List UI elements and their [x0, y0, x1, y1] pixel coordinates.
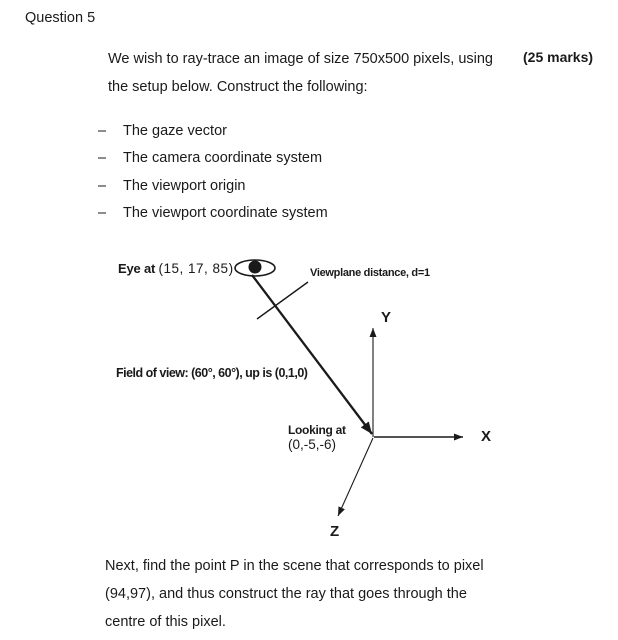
bullet-marker: – [98, 177, 107, 194]
looking-at-label [288, 424, 346, 451]
eye-icon [235, 260, 275, 276]
eye-position-label [118, 261, 234, 276]
looking-at-text: Looking at [288, 423, 346, 437]
viewplane-tick-line [257, 282, 308, 319]
closing-line-3: centre of this pixel. [105, 614, 226, 630]
intro-line-1: We wish to ray-trace an image of size 750x500 pixels, using [108, 51, 493, 67]
marks-badge: (25 marks) [523, 49, 594, 65]
field-of-view-label: Field of view: (60°, 60°), up is (0,1,0) [116, 366, 308, 380]
bullet-marker: – [98, 150, 107, 167]
question-closing [105, 552, 545, 636]
list-item-text: The viewport origin [123, 177, 246, 194]
x-axis-label: X [481, 428, 492, 445]
eye-position-value: (15, 17, 85) [158, 261, 234, 276]
closing-line-1: Next, find the point P in the scene that corresponds to pixel [105, 558, 484, 574]
gaze-vector-arrow [252, 275, 372, 434]
intro-line-2: the setup below. Construct the following: [108, 79, 368, 95]
list-item-text: The camera coordinate system [123, 150, 323, 167]
bullet-marker: – [98, 205, 107, 222]
list-item-text: The gaze vector [123, 122, 227, 139]
y-axis-label: Y [381, 309, 392, 326]
viewplane-distance-label: Viewplane distance, d=1 [310, 267, 430, 279]
question-heading: Question 5 [25, 10, 96, 26]
list-item-text: The viewport coordinate system [123, 205, 328, 222]
bullet-marker: – [98, 122, 107, 139]
looking-at-value: (0,-5,-6) [288, 437, 337, 452]
z-axis-label: Z [330, 523, 340, 540]
closing-line-2: (94,97), and thus construct the ray that goes through the [105, 586, 467, 602]
eye-label-text: Eye at [118, 261, 159, 276]
